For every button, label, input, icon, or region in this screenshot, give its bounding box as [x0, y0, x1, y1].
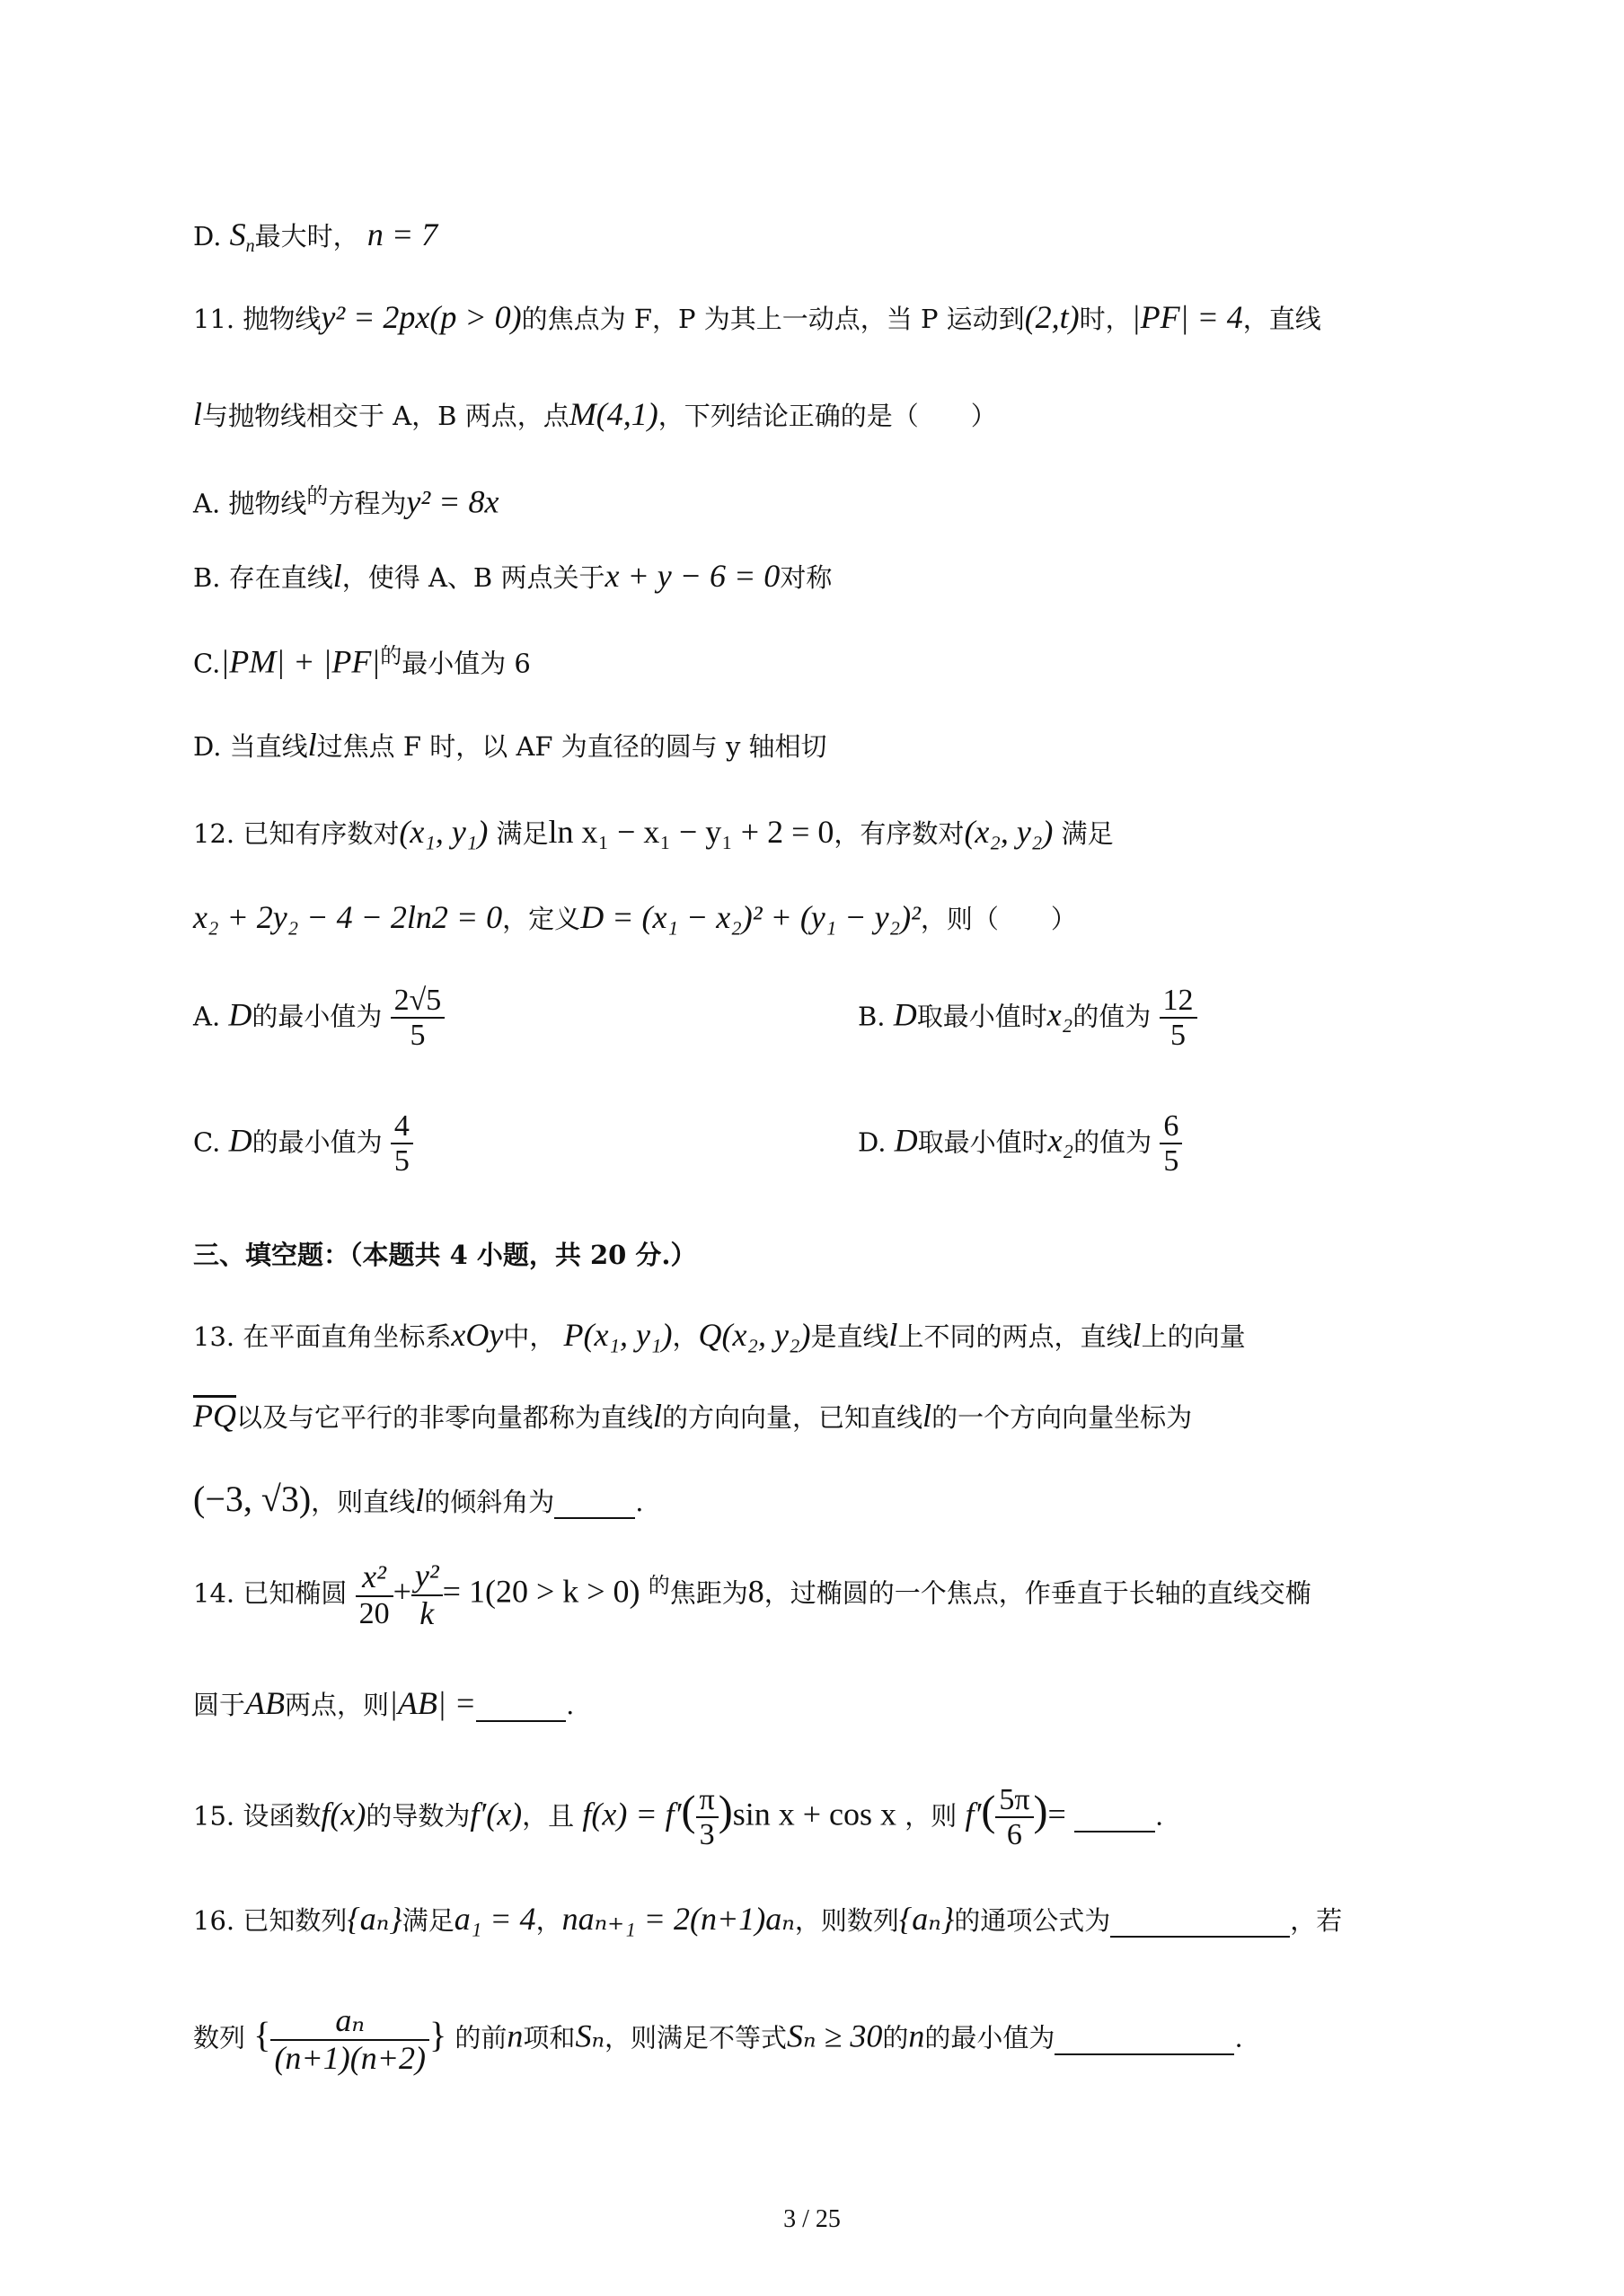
fraction: $\frac{6}{5}$ [1160, 1109, 1182, 1179]
q11-line1: 11. 抛物线y² = 2px(p > 0)的焦点为 F，P 为其上一动点，当 P 运动到(2,t)时，|PF| = 4，直线 [193, 299, 1321, 335]
fraction: $\frac{5\pi}{6}$ [995, 1783, 1033, 1852]
fraction: $\frac{\text{x²}}{20}$ [356, 1559, 393, 1630]
q11-option-a: A. 抛物线$^的$方程为y² = 8x [193, 483, 499, 520]
fraction: $\frac{12}{5}$ [1160, 984, 1197, 1053]
q13-line1: 13. 在平面直角坐标系xOy中， P(x₁, y₁)，Q(x₂, y₂)是直线l上不同的两点，直线l上的向量 [193, 1317, 1246, 1353]
fraction: $\frac{\text{y²}}{k}$ [411, 1559, 443, 1631]
q14-line1: 14. 已知椭圆 $\frac{\text{x²}}{20}$ + $\frac{\text{y²}}{k}$ = 1(20 > k > 0) $^的$焦距为8，过椭圆的一个焦点，作垂直于长轴的直线交椭 [193, 1558, 1311, 1631]
q14-line2: 圆于AB两点，则|AB| = . [193, 1685, 575, 1721]
q13-line3: (−3, √3)，则直线l的倾斜角为 . [193, 1479, 644, 1519]
q10-option-d: D. $S_n$最大时， n = 7 [193, 216, 438, 256]
answer-blank[interactable] [1074, 1800, 1155, 1832]
q12-option-a: A. D的最小值为 $\frac{2√5}{5}$ [193, 984, 445, 1053]
q11-option-c: $C.|PM| + |PF|^的$最小值为 6 [193, 643, 531, 680]
answer-blank[interactable] [1055, 2023, 1234, 2055]
fraction: $\frac{4}{5}$ [391, 1109, 413, 1179]
answer-blank[interactable] [476, 1690, 566, 1722]
fraction: $\frac{\pi}{3}$ [696, 1783, 719, 1852]
q11-line2: l与抛物线相交于 A，B 两点，点M(4,1)，下列结论正确的是（ ） [193, 396, 997, 432]
section-heading: 三、填空题：（本题共 4 小题，共 20 分.） [193, 1240, 697, 1270]
answer-blank[interactable] [1110, 1905, 1290, 1938]
q11-option-d: D. 当直线l过焦点 F 时，以 AF 为直径的圆与 y 轴相切 [193, 727, 827, 763]
fraction: $\frac{\text{aₙ}}{(n+1)(n+2)}$ [270, 2003, 429, 2076]
q16-line2: 数列 { $\frac{\text{aₙ}}{(n+1)(n+2)}$ } 的前n项和Sₙ，则满足不等式Sₙ ≥ 30的n的最小值为 . [193, 2002, 1243, 2076]
q15-line: 15. 设函数f(x)的导数为f′(x)，且 f(x) = f′( $\frac{\pi}{3}$ )sin x + cos x ，则 f′( $\frac{5\pi}{6}$ )= . [193, 1783, 1164, 1852]
q13-line2: $\overline{PQ}$以及与它平行的非零向量都称为直线l的方向向量，已知直线l的一个方向向量坐标为 [193, 1398, 1193, 1434]
q12-line2: x₂ + 2y₂ − 4 − 2ln2 = 0，定义D = (x₁ − x₂)² + (y₁ − y₂)²，则（ ） [193, 899, 1077, 935]
fraction: $\frac{2√5}{5}$ [391, 984, 446, 1053]
q12-option-c: C. D的最小值为 $\frac{4}{5}$ [193, 1109, 413, 1179]
q12-option-d: D. D取最小值时x₂的值为 $\frac{6}{5}$ [858, 1109, 1182, 1179]
page-number: 3 / 25 [783, 2205, 841, 2233]
answer-blank[interactable] [554, 1487, 635, 1519]
q12-option-b: B. D取最小值时x₂的值为 $\frac{12}{5}$ [858, 984, 1197, 1053]
q11-option-b: B. 存在直线l，使得 A、B 两点关于x + y − 6 = 0对称 [193, 558, 833, 594]
q16-line1: 16. 已知数列{aₙ}满足a₁ = 4，naₙ₊₁ = 2(n+1)aₙ，则数列{aₙ}的通项公式为 ，若 [193, 1901, 1343, 1937]
q12-line1: 12. 已知有序数对(x₁, y₁) 满足ln x₁ − x₁ − y₁ + 2 = 0，有序数对(x₂, y₂) 满足 [193, 814, 1114, 850]
